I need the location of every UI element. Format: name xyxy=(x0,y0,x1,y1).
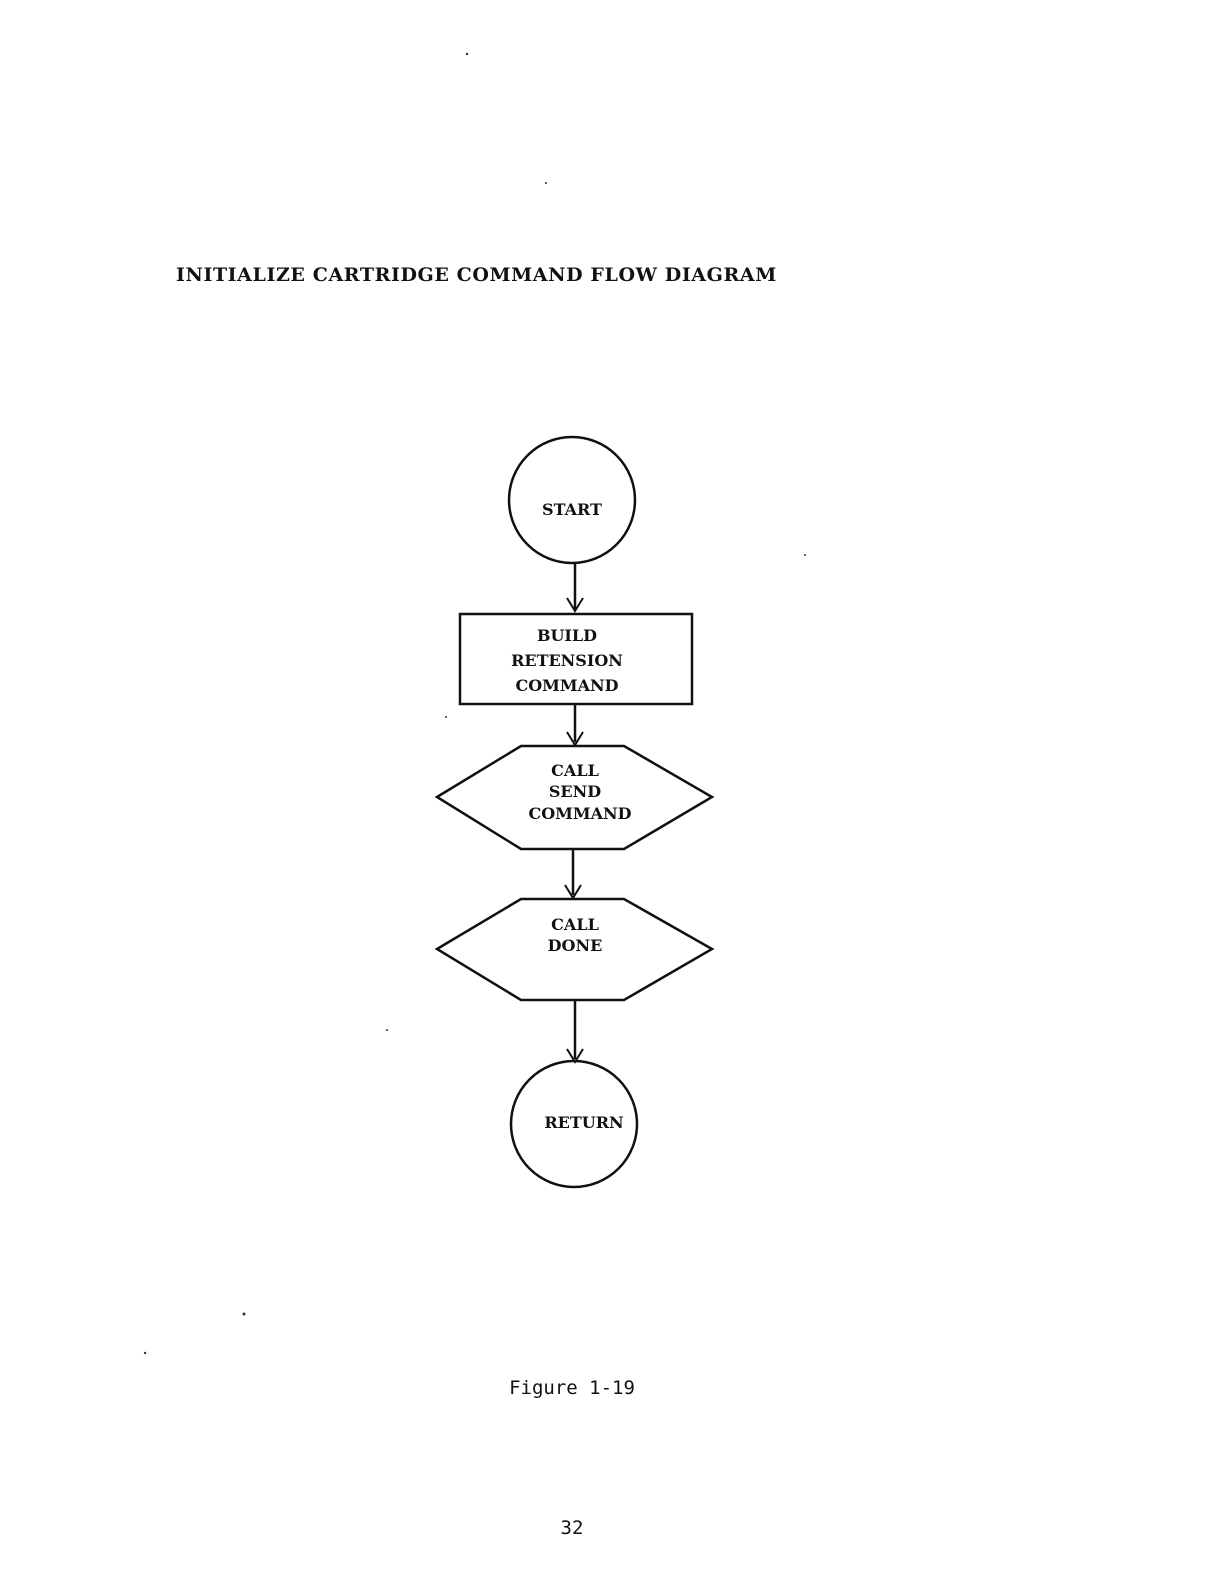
node-build-label-2: COMMAND xyxy=(515,676,619,695)
node-build xyxy=(460,614,692,704)
edge-start-build xyxy=(567,563,583,611)
node-send-label-1: SEND xyxy=(548,782,602,801)
node-send-label-2: COMMAND xyxy=(528,804,632,823)
scan-speck xyxy=(466,53,468,55)
edge-done-return xyxy=(567,1000,583,1062)
node-start-label-0: START xyxy=(542,500,602,519)
node-return-label-0: RETURN xyxy=(544,1113,624,1132)
figure-caption: Figure 1-19 xyxy=(509,1377,635,1399)
scan-speck xyxy=(804,554,806,556)
scan-speck xyxy=(144,1352,146,1354)
node-done-label-1: DONE xyxy=(547,936,603,955)
node-done xyxy=(437,899,712,1000)
node-return xyxy=(511,1061,637,1187)
node-build-label-1: RETENSION xyxy=(511,651,623,670)
node-send-label-0: CALL xyxy=(551,761,599,780)
node-build-label-0: BUILD xyxy=(536,626,598,645)
page-number: 32 xyxy=(560,1517,584,1539)
node-done-label-0: CALL xyxy=(551,915,599,934)
edge-build-send xyxy=(567,704,583,745)
scan-speck xyxy=(445,716,447,718)
scan-speck xyxy=(545,182,547,184)
edge-send-done xyxy=(565,849,581,898)
node-send xyxy=(437,746,712,849)
node-start xyxy=(509,437,635,563)
scan-speck xyxy=(243,1313,246,1316)
scan-speck xyxy=(386,1029,388,1031)
diagram-title: INITIALIZE CARTRIDGE COMMAND FLOW DIAGRAM xyxy=(176,264,777,286)
